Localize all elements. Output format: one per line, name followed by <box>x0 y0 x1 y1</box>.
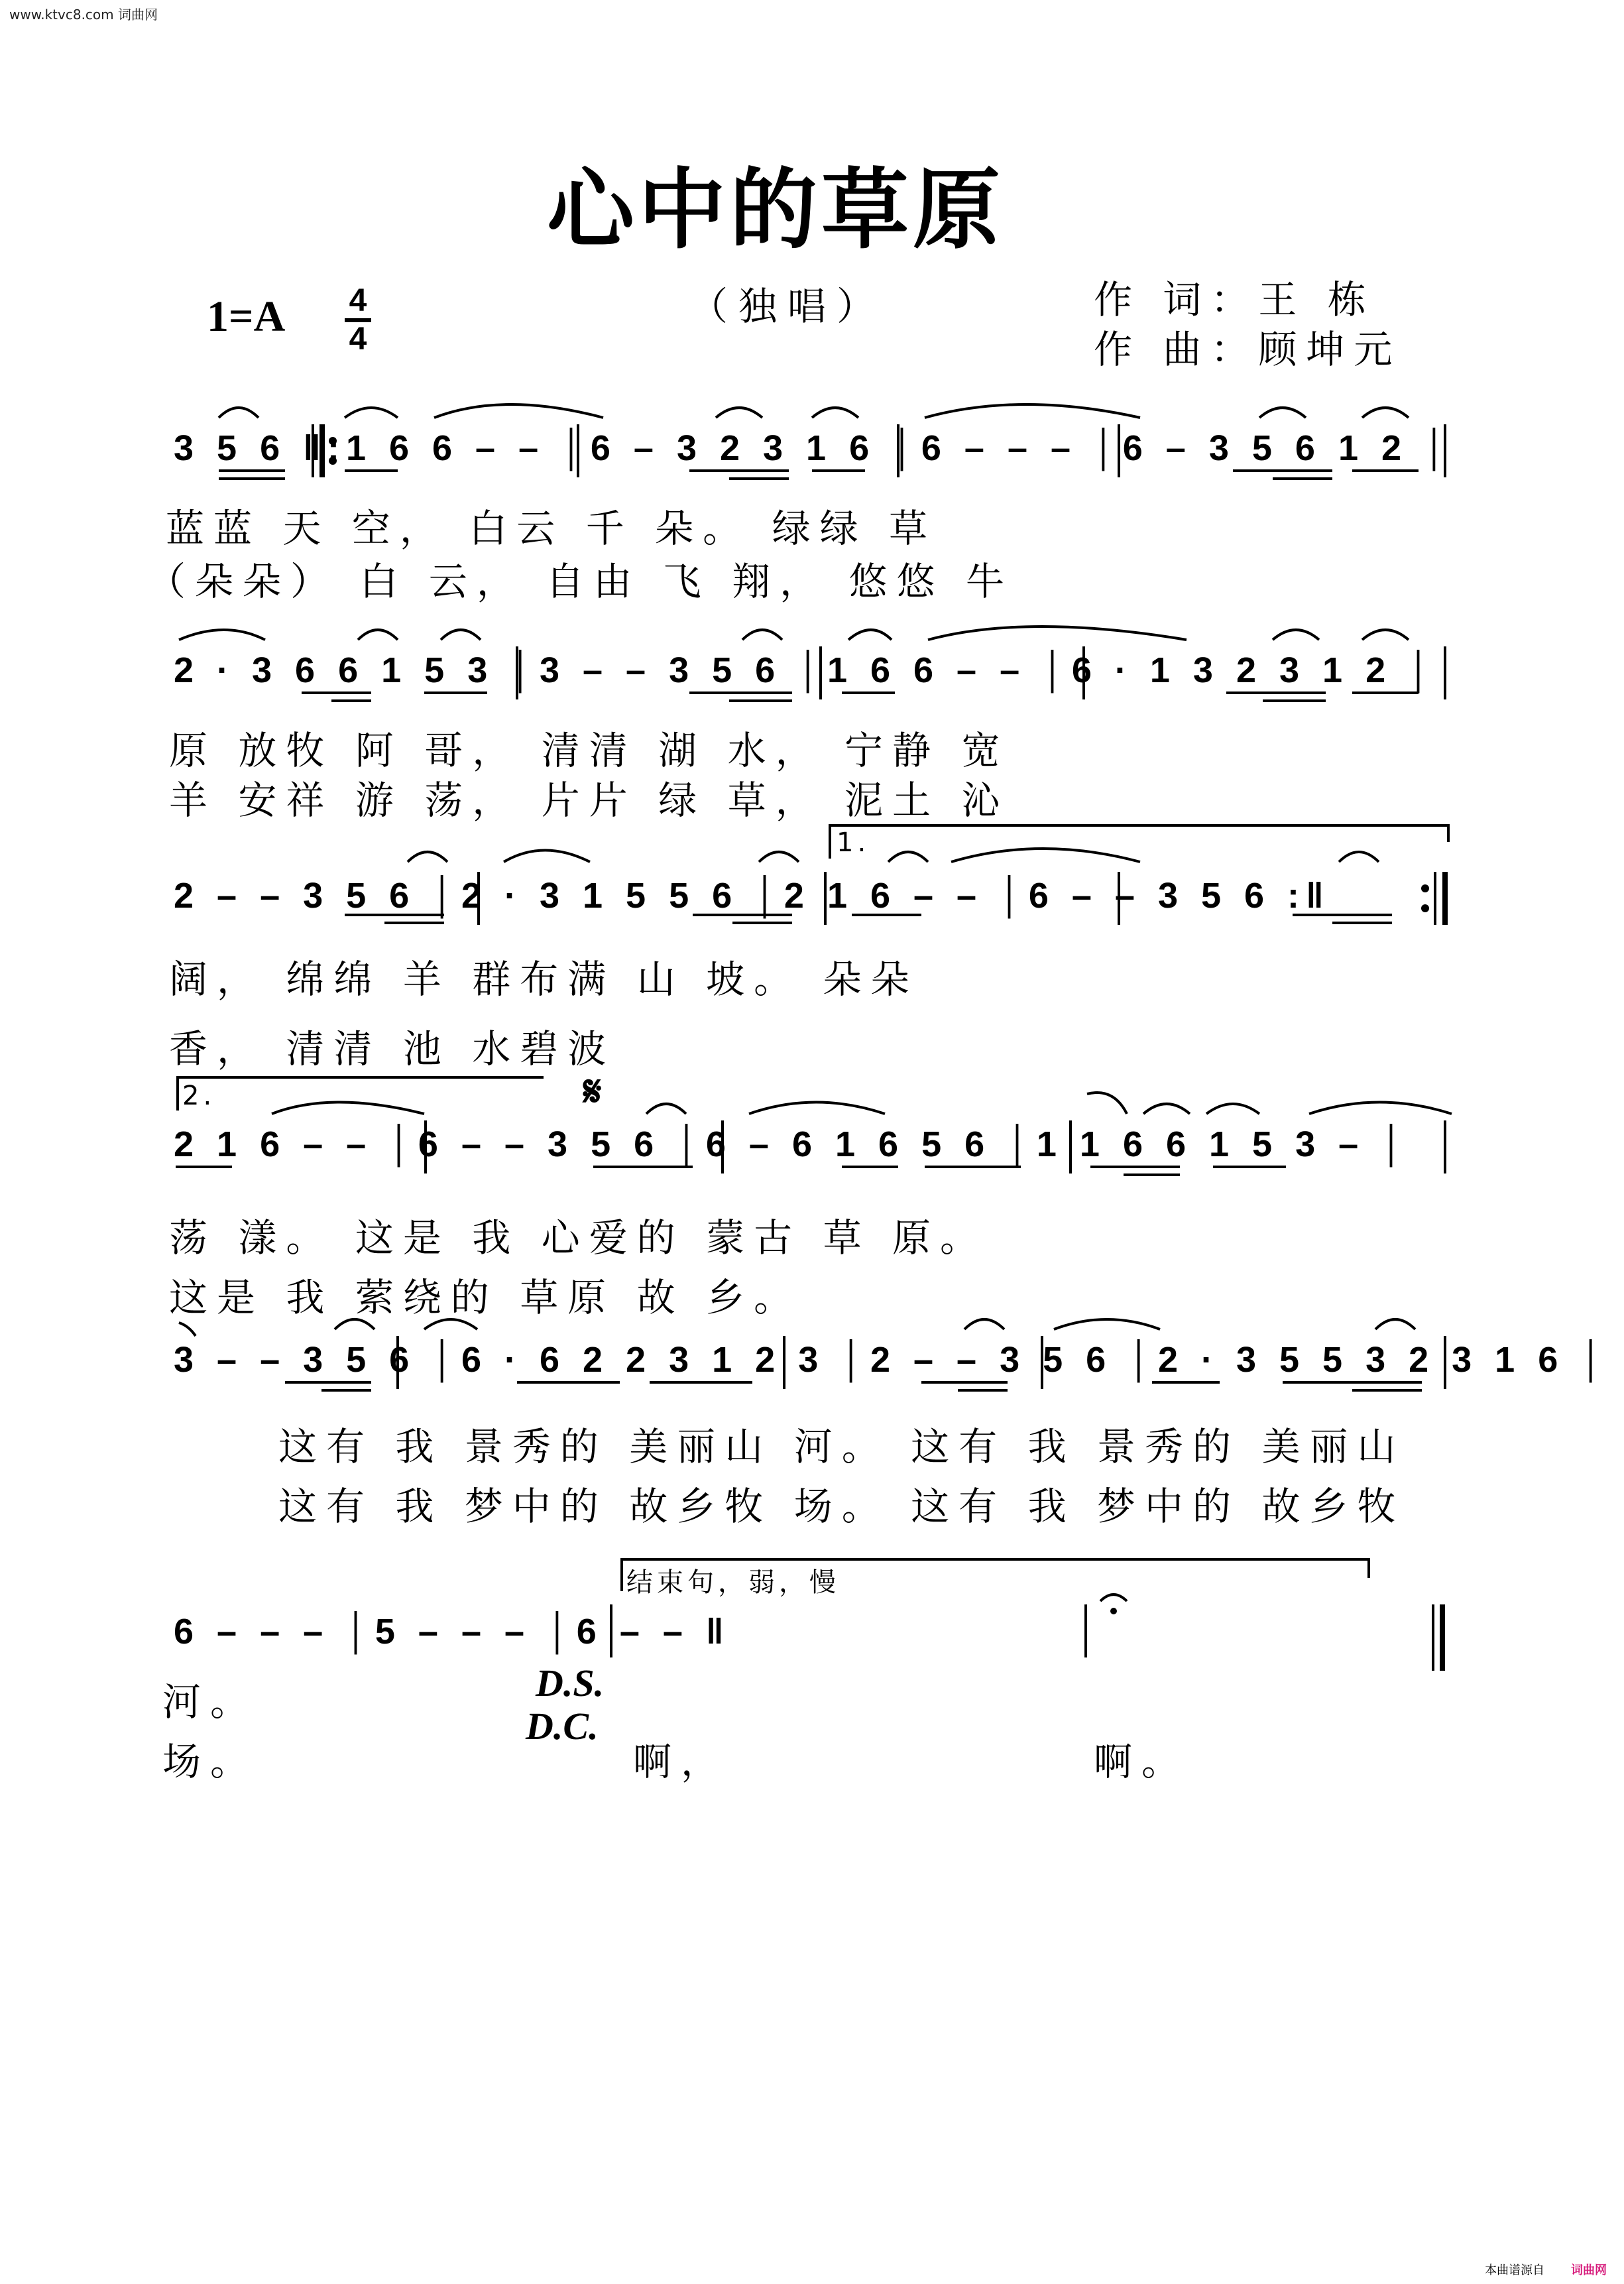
final-lyric-ah-2: 啊。 <box>1094 1739 1190 1784</box>
subtitle: （独唱） <box>689 284 886 329</box>
meter-top: 4 <box>349 283 367 318</box>
system-1-lyrics-verse-2: （朵朵） 白 云， 自由 飞 翔， 悠悠 牛 <box>147 559 1014 604</box>
footer-site: 词曲网 <box>1571 2263 1607 2277</box>
system-1-notes: 3 5 6 ‖:1 6 6 – – │6 – 3 2 3 1 6 │6 – – – │6 – 3 5 6 1 2 │ <box>174 428 1454 468</box>
system-6-notes: 6 – – – │5 – – – │6 – – ‖ <box>174 1612 730 1652</box>
system-3-lyrics-verse-2: 香， 清清 池 水碧波 <box>169 1026 616 1071</box>
system-3-lyrics-verse-1: 阔， 绵绵 羊 群布满 山 坡。 朵朵 <box>169 957 919 1002</box>
footer-source: 本曲谱源自 <box>1485 2263 1544 2277</box>
system-2-notes: 2 · 3 6 6 1 5 3 │3 – – 3 5 6 │1 6 6 – – │6 · 1 3 2 3 1 2 │ <box>174 650 1438 690</box>
segno-sign: 𝄋 <box>583 1067 602 1116</box>
da-capo-mark: D.C. <box>526 1705 599 1748</box>
ending-instruction: 结束句，弱，慢 <box>626 1567 840 1598</box>
system-5-lyrics-verse-2: 这有 我 梦中的 故乡牧 场。 这有 我 梦中的 故乡牧 <box>278 1484 1405 1529</box>
final-lyric-ah-1: 啊， <box>633 1739 729 1784</box>
song-title: 心中的草原 <box>547 159 1004 261</box>
lyricist-credit: 作 词：王 栋 <box>1094 277 1375 322</box>
key-signature: 1=A <box>207 292 286 341</box>
site-watermark: www.ktvc8.com 词曲网 <box>9 7 158 23</box>
system-4-lyrics-verse-1: 荡 漾。 这是 我 心爱的 蒙古 草 原。 <box>169 1215 988 1260</box>
system-5-notes: 3 – – 3 5 6 │6 · 6 2 2 3 1 2 3 │2 – – 3 5 6 │2 · 3 5 5 3 2 3 1 6 │ <box>174 1340 1610 1380</box>
system-3-notes: 2 – – 3 5 6 │2 · 3 1 5 5 6 │2 1 6 – – │6 – – 3 5 6 :‖ <box>174 876 1330 916</box>
composer-credit: 作 曲：顾坤元 <box>1094 327 1402 372</box>
volta-1-label: 1. <box>837 827 870 858</box>
system-5-lyrics-verse-1: 这有 我 景秀的 美丽山 河。 这有 我 景秀的 美丽山 <box>278 1424 1405 1469</box>
system-6-lyrics-verse-1: 河。 <box>162 1679 259 1724</box>
volta-2-label: 2. <box>182 1081 216 1111</box>
system-2-lyrics-verse-1: 原 放牧 阿 哥， 清清 湖 水， 宁静 宽 <box>169 728 1010 773</box>
dal-segno-mark: D.S. <box>536 1661 605 1705</box>
system-1-lyrics-verse-1: 蓝蓝 天 空， 白云 千 朵。 绿绿 草 <box>166 506 937 551</box>
meter-bottom: 4 <box>349 322 367 357</box>
system-6-lyrics-verse-2: 场。 <box>162 1739 259 1784</box>
system-4-notes: 2 1 6 – – │6 – – 3 5 6 │6 – 6 1 6 5 6 │1 1 6 6 1 5 3 – │ <box>174 1124 1411 1164</box>
system-4-lyrics-verse-2: 这是 我 萦绕的 草原 故 乡。 <box>169 1275 802 1320</box>
system-2-lyrics-verse-2: 羊 安祥 游 荡， 片片 绿 草， 泥土 沁 <box>169 778 1010 823</box>
